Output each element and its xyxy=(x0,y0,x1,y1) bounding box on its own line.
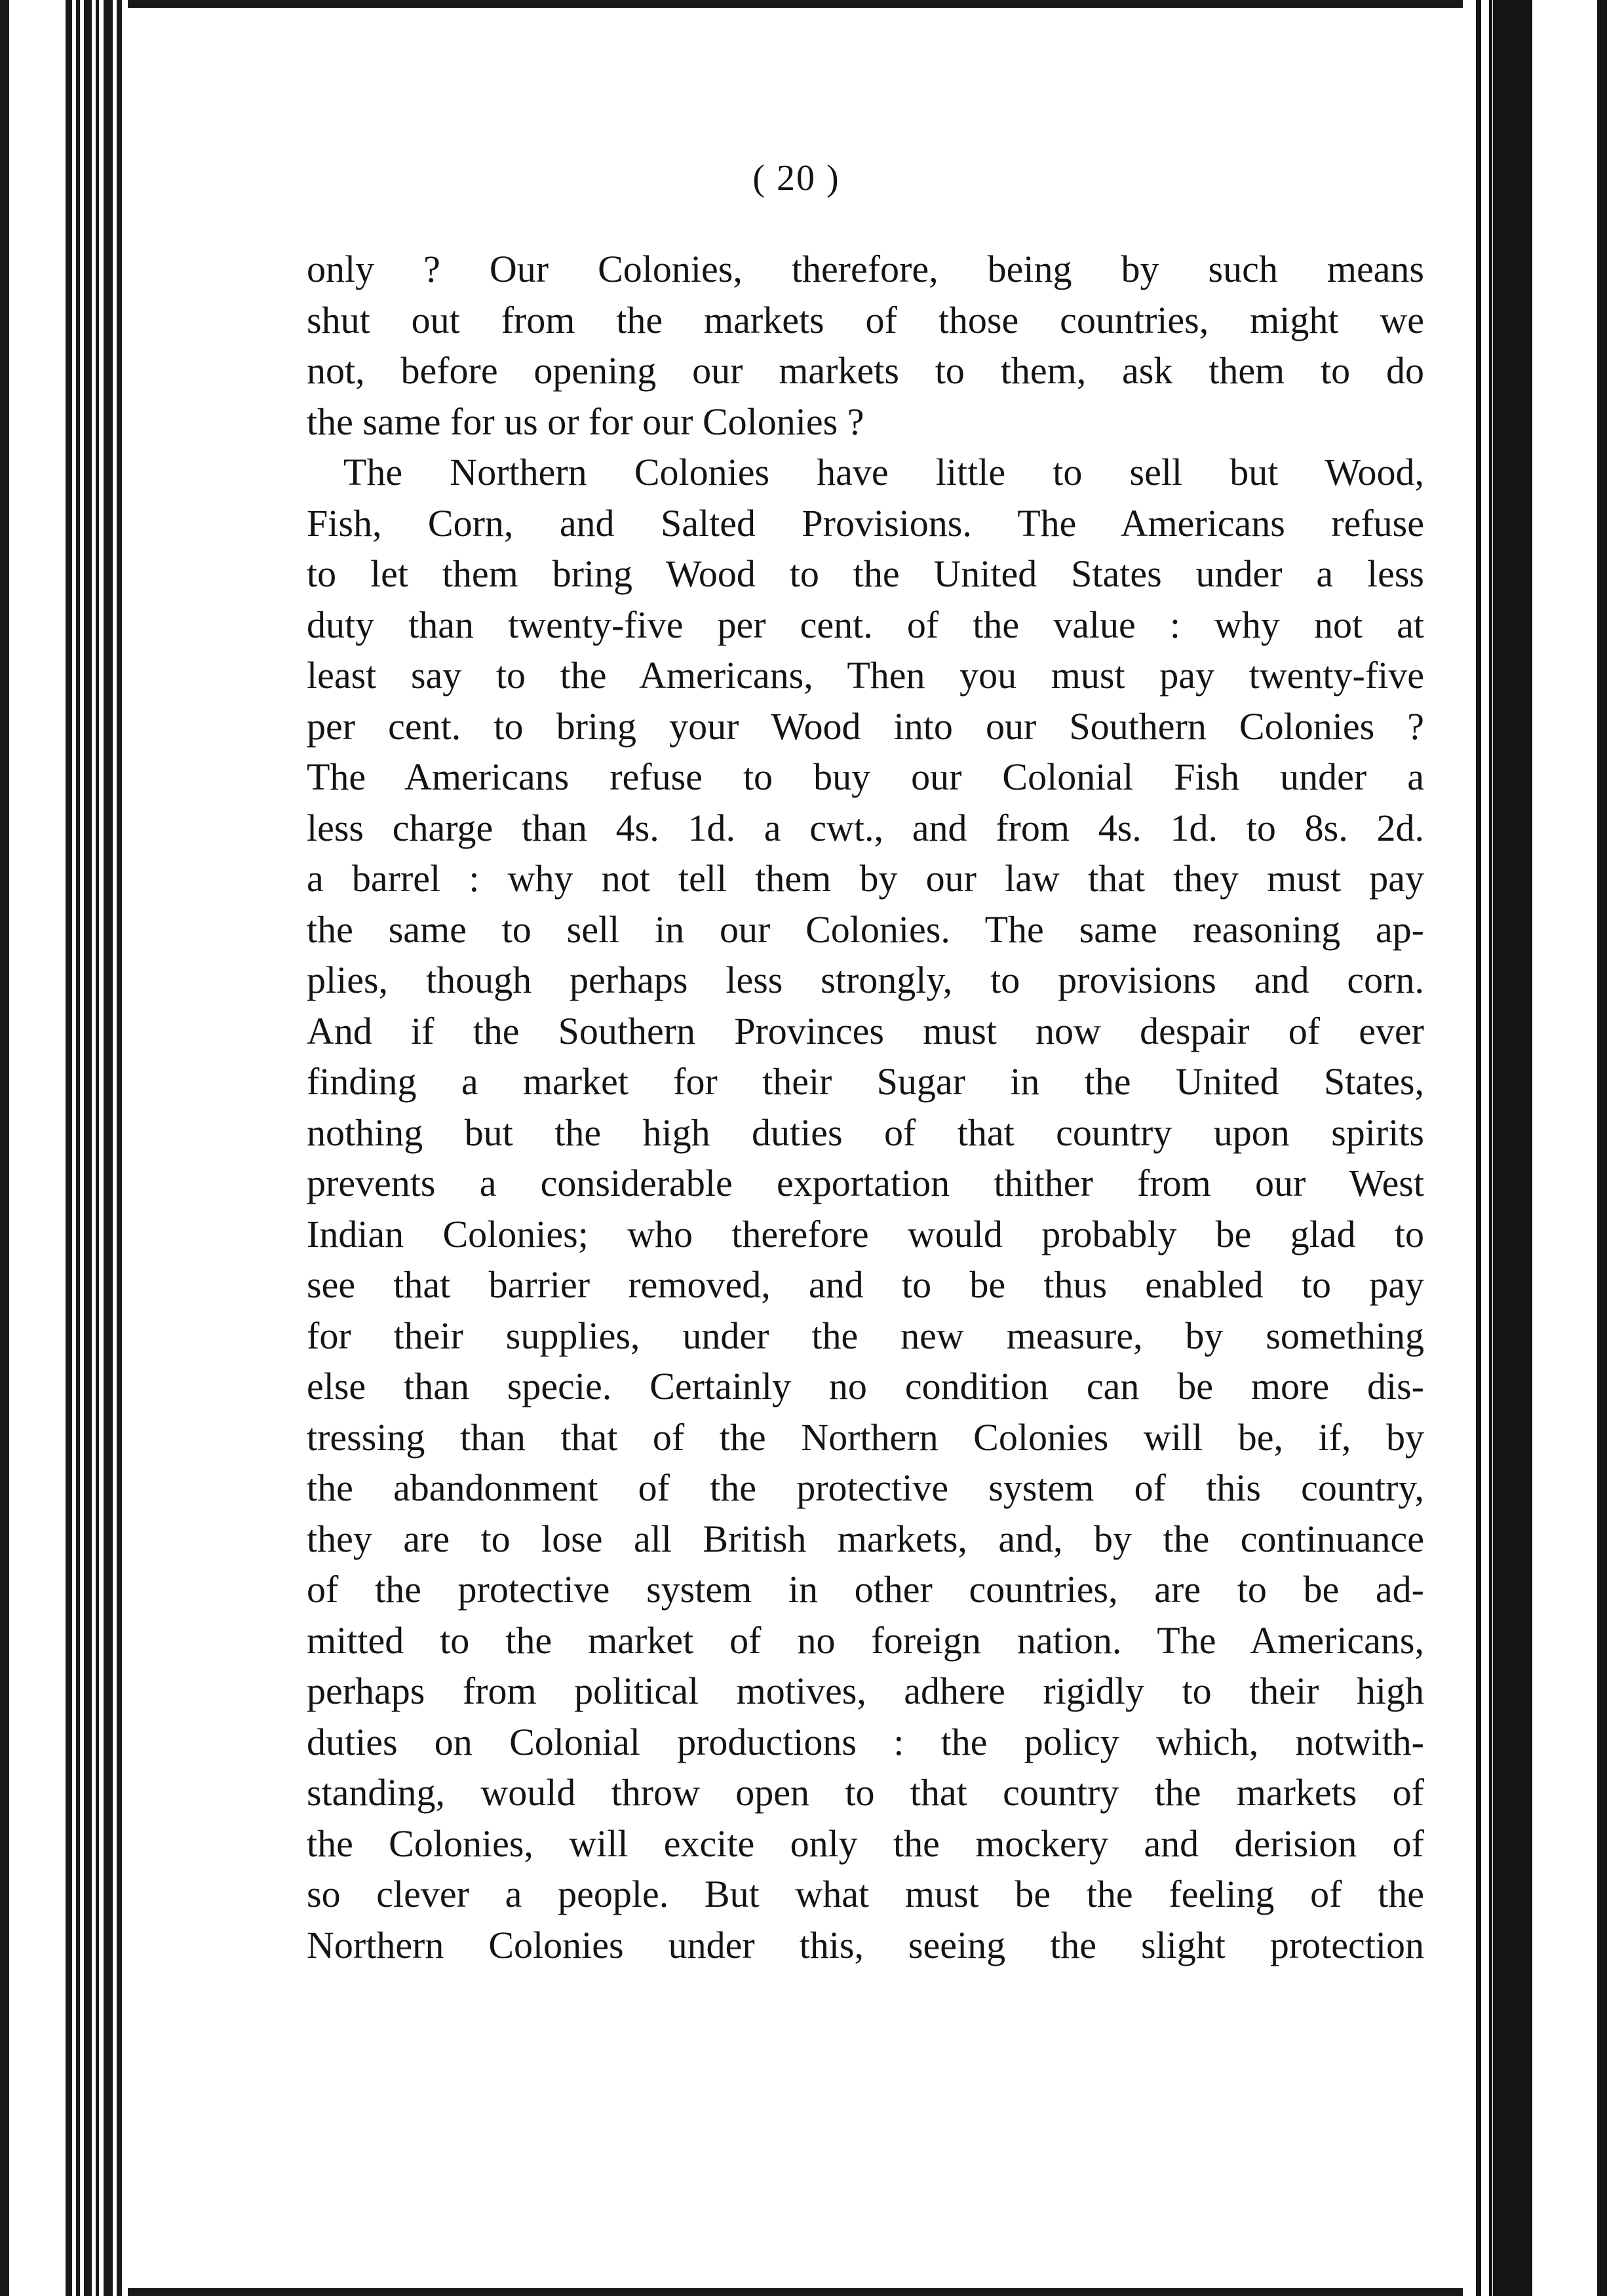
text-line: only ? Our Colonies, therefore, being by such means xyxy=(307,248,1424,290)
text-line: mitted to the market of no foreign nation. The Americans, xyxy=(307,1618,1424,1662)
page-edge-right xyxy=(1463,0,1607,2296)
text-line: less charge than 4s. 1d. a cwt., and from 4s. 1d. to 8s. 2d. xyxy=(307,806,1424,849)
page-edge-stripe xyxy=(1493,0,1532,2296)
text-line: the same to sell in our Colonies. The same reasoning ap- xyxy=(307,908,1424,951)
text-line: The Northern Colonies have little to sell but Wood, xyxy=(343,451,1424,493)
page-number: ( 20 ) xyxy=(752,158,840,199)
text-line: the same for us or for our Colonies ? xyxy=(307,400,864,443)
text-line: shut out from the markets of those countries, might we xyxy=(307,298,1424,341)
binding-edge-left xyxy=(0,0,128,2296)
text-line: The Americans refuse to buy our Colonial Fish under a xyxy=(307,756,1424,798)
paragraph xyxy=(307,244,1424,447)
scan-bottom-edge xyxy=(0,2288,1607,2296)
text-line: nothing but the high duties of that country upon spirits xyxy=(307,1111,1424,1154)
text-line: a barrel : why not tell them by our law that they must pay xyxy=(307,857,1424,900)
text-line: they are to lose all British markets, and, by the continuance xyxy=(307,1517,1424,1560)
text-line: Northern Colonies under this, seeing the slight protection xyxy=(307,1923,1424,1966)
text-line: the Colonies, will excite only the mockery and derision of xyxy=(307,1822,1424,1865)
text-line: of the protective system in other countries, are to be ad- xyxy=(307,1568,1424,1611)
text-line: see that barrier removed, and to be thus enabled to pay xyxy=(307,1263,1424,1306)
text-line: finding a market for their Sugar in the United States, xyxy=(307,1060,1424,1103)
text-line: least say to the Americans, Then you must pay twenty-five xyxy=(307,654,1424,697)
text-line: not, before opening our markets to them, ask them to do xyxy=(307,349,1424,392)
text-line: And if the Southern Provinces must now despair of ever xyxy=(307,1009,1424,1052)
text-line: duty than twenty-five per cent. of the value : why not at xyxy=(307,603,1424,646)
binding-stripe xyxy=(0,0,9,2296)
binding-stripe xyxy=(66,0,72,2296)
binding-stripe xyxy=(117,0,122,2296)
text-line: else than specie. Certainly no condition can be more dis- xyxy=(307,1365,1424,1407)
text-line: plies, though perhaps less strongly, to provisions and corn. xyxy=(307,959,1424,1001)
book-page xyxy=(131,8,1462,2288)
text-line: so clever a people. But what must be the feeling of the xyxy=(307,1873,1424,1915)
text-line: tressing than that of the Northern Colonies will be, if, by xyxy=(307,1415,1424,1459)
text-line: standing, would throw open to that country the markets of xyxy=(307,1771,1424,1814)
scan-top-edge xyxy=(0,0,1607,8)
text-line: Fish, Corn, and Salted Provisions. The Americans refuse xyxy=(307,501,1424,545)
text-line: to let them bring Wood to the United States under a less xyxy=(307,552,1424,595)
text-line: for their supplies, under the new measure, by something xyxy=(307,1314,1424,1357)
binding-stripe xyxy=(96,0,99,2296)
text-line: prevents a considerable exportation thither from our West xyxy=(307,1162,1424,1204)
page-edge-stripe xyxy=(1476,0,1481,2296)
text-line: duties on Colonial productions : the policy which, notwith- xyxy=(307,1720,1424,1763)
page-edge-stripe xyxy=(1489,0,1492,2296)
body-text xyxy=(307,244,1424,1970)
page-edge-stripe xyxy=(1597,0,1607,2296)
binding-stripe xyxy=(84,0,92,2296)
binding-stripe xyxy=(104,0,113,2296)
text-line: Indian Colonies; who therefore would probably be glad to xyxy=(307,1212,1424,1255)
text-line: perhaps from political motives, adhere rigidly to their high xyxy=(307,1670,1424,1712)
text-line: the abandonment of the protective system of this country, xyxy=(307,1466,1424,1509)
text-line: per cent. to bring your Wood into our Southern Colonies ? xyxy=(307,704,1424,748)
binding-stripe xyxy=(76,0,80,2296)
paragraph xyxy=(307,447,1424,1970)
